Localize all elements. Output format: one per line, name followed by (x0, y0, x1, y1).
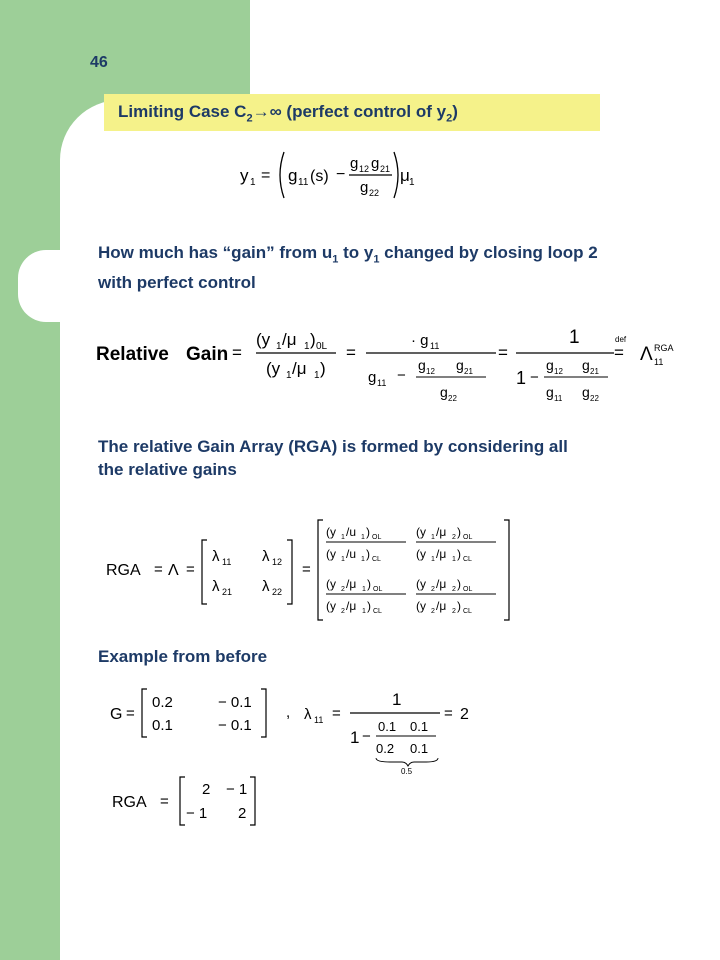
svg-text:g: g (288, 166, 298, 185)
svg-text:11: 11 (298, 177, 309, 188)
svg-text:22: 22 (590, 394, 599, 403)
svg-text:22: 22 (272, 587, 283, 597)
svg-text:): ) (366, 525, 370, 539)
svg-text:2: 2 (341, 608, 345, 615)
svg-text:Relative: Relative (96, 344, 169, 365)
svg-text:=: = (160, 793, 169, 810)
svg-text:Gain: Gain (186, 344, 229, 365)
svg-text:− 0.1: − 0.1 (218, 694, 252, 711)
svg-text:22: 22 (448, 394, 457, 403)
svg-text:RGA: RGA (654, 343, 674, 353)
page-number: 46 (90, 54, 108, 71)
svg-text:(y: (y (416, 577, 426, 591)
svg-text:1: 1 (452, 556, 456, 563)
paragraph-gain-question: How much has “gain” from $u_1$ to $y_1$ changed by closing loop 2 with perfect control (98, 243, 598, 293)
svg-text:21: 21 (464, 367, 473, 376)
svg-text:CL: CL (372, 556, 381, 563)
svg-text:0.1: 0.1 (410, 719, 429, 734)
svg-text:12: 12 (272, 557, 283, 567)
svg-text:=: = (332, 705, 341, 722)
svg-text:0.1: 0.1 (410, 741, 429, 756)
svg-text:−: − (336, 166, 346, 183)
svg-text:RGA: RGA (112, 794, 147, 811)
svg-text:1: 1 (362, 586, 366, 593)
svg-text:=: = (154, 561, 163, 578)
svg-text:(y: (y (256, 330, 271, 349)
svg-text:OL: OL (463, 534, 473, 541)
svg-text:OL: OL (463, 586, 473, 593)
svg-text:(y: (y (326, 547, 336, 561)
svg-text:2: 2 (452, 608, 456, 615)
svg-text:): ) (367, 599, 371, 613)
svg-text:− 1: − 1 (226, 781, 248, 798)
svg-text:g: g (350, 155, 359, 172)
svg-text:1: 1 (409, 177, 415, 188)
svg-text:2: 2 (238, 805, 247, 822)
svg-text:λ: λ (212, 548, 220, 565)
svg-text:11: 11 (654, 357, 664, 367)
svg-text:Λ: Λ (168, 562, 179, 579)
svg-text:λ: λ (212, 578, 220, 595)
svg-text:): ) (310, 330, 316, 349)
svg-text:): ) (320, 359, 326, 378)
svg-text:/μ: /μ (282, 330, 297, 349)
svg-text:1: 1 (361, 534, 365, 541)
svg-text:λ: λ (304, 706, 312, 723)
svg-text:=: = (126, 705, 135, 722)
svg-text:/μ: /μ (436, 577, 447, 591)
svg-text:− 1: − 1 (186, 805, 208, 822)
svg-text:g: g (371, 155, 380, 172)
svg-text:2: 2 (460, 706, 469, 723)
svg-text:(y: (y (416, 525, 426, 539)
equation-rga-definition (106, 518, 516, 622)
svg-text:G: G (110, 706, 123, 723)
svg-text:1: 1 (250, 177, 256, 188)
svg-text:11: 11 (430, 341, 440, 351)
svg-text:/μ: /μ (346, 599, 357, 613)
svg-text:): ) (366, 547, 370, 561)
slide-title: Limiting Case $C_2\to\infty$ (perfect control of $y_2$) (118, 102, 458, 125)
svg-text:y: y (240, 166, 249, 185)
svg-text:1: 1 (341, 534, 345, 541)
svg-text:g: g (546, 384, 554, 400)
svg-text:(y: (y (326, 525, 336, 539)
svg-text:11: 11 (222, 557, 232, 567)
svg-text:1: 1 (286, 370, 292, 381)
svg-text:): ) (367, 577, 371, 591)
svg-text:2: 2 (431, 586, 435, 593)
svg-text:g: g (456, 357, 464, 373)
svg-text:μ: μ (400, 166, 410, 185)
svg-text:1: 1 (276, 341, 282, 352)
svg-text:21: 21 (222, 587, 233, 597)
svg-text:0.5: 0.5 (401, 767, 413, 776)
svg-text:(y: (y (416, 547, 426, 561)
svg-text:OL: OL (372, 534, 382, 541)
svg-text:/u: /u (346, 525, 357, 539)
svg-text:/μ: /μ (346, 577, 357, 591)
svg-text:(y: (y (326, 599, 336, 613)
svg-text:0.1: 0.1 (378, 719, 397, 734)
svg-text:g: g (582, 357, 590, 373)
svg-text:λ: λ (262, 578, 270, 595)
svg-text:/u: /u (346, 547, 357, 561)
svg-text:OL: OL (373, 586, 383, 593)
svg-text:=: = (614, 343, 624, 362)
svg-text:/μ: /μ (292, 359, 307, 378)
svg-text:(y: (y (326, 577, 336, 591)
svg-text:11: 11 (314, 715, 324, 725)
svg-text:1: 1 (304, 341, 310, 352)
svg-text:=: = (261, 167, 271, 184)
svg-text:g: g (418, 357, 426, 373)
svg-text:def: def (615, 335, 627, 344)
svg-text:12: 12 (359, 164, 370, 174)
svg-text:22: 22 (369, 188, 380, 198)
svg-text:0L: 0L (316, 341, 328, 352)
svg-text:CL: CL (373, 608, 382, 615)
equation-example-rga (112, 775, 262, 827)
svg-text:,: , (286, 704, 291, 721)
svg-text:2: 2 (452, 586, 456, 593)
svg-text:1: 1 (361, 556, 365, 563)
svg-text:CL: CL (463, 608, 472, 615)
svg-text:11: 11 (377, 378, 387, 388)
svg-text:=: = (444, 705, 453, 722)
svg-text:1: 1 (392, 690, 402, 709)
svg-text:): ) (457, 525, 461, 539)
svg-text:=: = (346, 343, 356, 362)
svg-text:− 0.1: − 0.1 (218, 717, 252, 734)
decorative-tab (18, 250, 88, 322)
svg-text:g: g (582, 384, 590, 400)
svg-text:): ) (457, 599, 461, 613)
svg-text:· g: · g (411, 332, 429, 349)
svg-text:−: − (530, 369, 539, 386)
svg-text:g: g (440, 384, 448, 400)
svg-text:12: 12 (426, 367, 435, 376)
svg-text:1: 1 (314, 370, 320, 381)
svg-text:=: = (498, 343, 508, 362)
svg-text:g: g (368, 369, 377, 386)
svg-text:(y: (y (266, 359, 281, 378)
svg-text:(y: (y (416, 599, 426, 613)
svg-text:CL: CL (463, 556, 472, 563)
svg-text:/μ: /μ (436, 547, 447, 561)
svg-text:1: 1 (516, 368, 527, 388)
svg-text:2: 2 (341, 586, 345, 593)
equation-y1 (240, 148, 415, 202)
svg-text:/μ: /μ (436, 525, 447, 539)
title-bar (104, 94, 600, 131)
svg-text:0.2: 0.2 (152, 694, 173, 711)
svg-text:2: 2 (202, 781, 211, 798)
paragraph-rga-description: The relative Gain Array (RGA) is formed by considering all the relative gains (98, 437, 568, 479)
svg-text:g: g (546, 357, 554, 373)
svg-text:/μ: /μ (436, 599, 447, 613)
svg-text:1: 1 (569, 327, 580, 348)
svg-text:0.1: 0.1 (152, 717, 173, 734)
svg-text:2: 2 (431, 608, 435, 615)
svg-text:11: 11 (554, 394, 563, 403)
svg-text:12: 12 (554, 367, 563, 376)
paragraph-example: Example from before (98, 647, 268, 666)
svg-text:21: 21 (590, 367, 599, 376)
svg-text:): ) (457, 577, 461, 591)
svg-text:1: 1 (350, 728, 360, 747)
svg-text:1: 1 (362, 608, 366, 615)
equation-relative-gain (96, 320, 696, 410)
svg-text:): ) (457, 547, 461, 561)
svg-text:1: 1 (341, 556, 345, 563)
svg-text:RGA: RGA (106, 562, 141, 579)
svg-text:21: 21 (380, 164, 391, 174)
svg-text:1: 1 (431, 556, 435, 563)
svg-text:=: = (232, 343, 242, 362)
svg-text:2: 2 (452, 534, 456, 541)
svg-text:1: 1 (431, 534, 435, 541)
svg-text:0.2: 0.2 (376, 741, 395, 756)
svg-text:−: − (362, 728, 371, 745)
svg-text:Λ: Λ (640, 344, 653, 365)
svg-text:=: = (186, 561, 195, 578)
equation-example-g (110, 687, 490, 777)
svg-text:(s): (s) (310, 168, 329, 185)
svg-text:=: = (302, 561, 311, 578)
svg-text:λ: λ (262, 548, 270, 565)
svg-text:−: − (397, 367, 406, 384)
svg-text:g: g (360, 179, 369, 196)
